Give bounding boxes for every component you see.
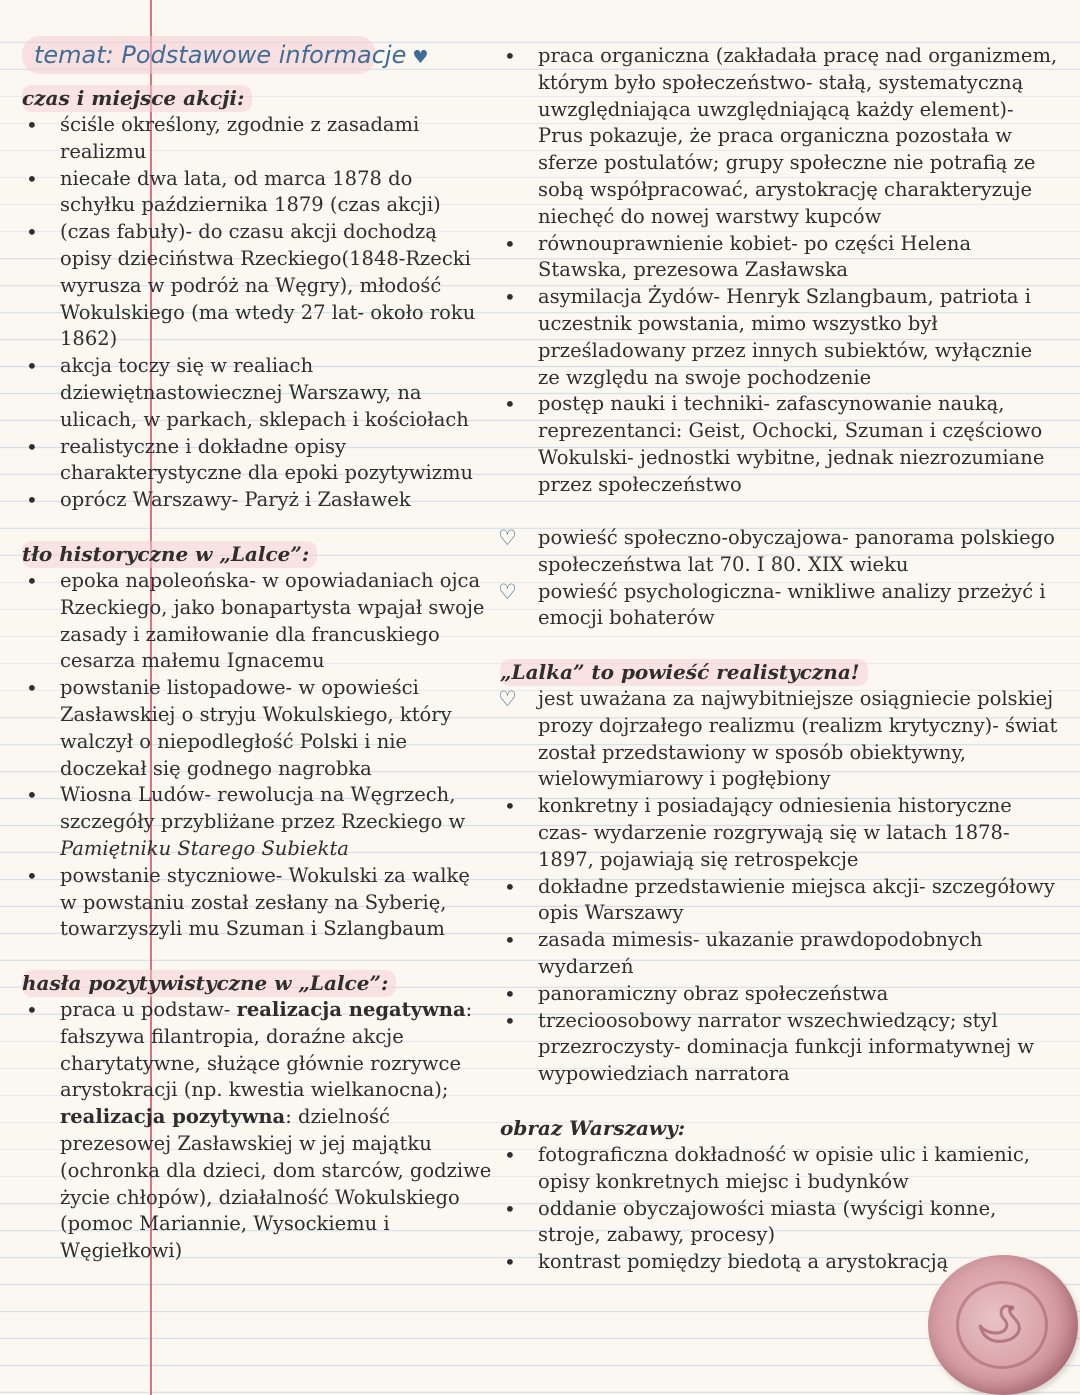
section-time-place [22,85,492,514]
item-text: praca u podstaw- [60,998,237,1021]
list-item: • równouprawnienie kobiet- po części Helena Stawska, prezesowa Zasławska [500,231,1060,285]
list-item: • praca organiczna (zakładała pracę nad organizmem, którym było społeczeństwo- stałą, systematyczną uwzględniająca uwzględniającą każdy element)- Prus pokazuje, że praca organiczna pozostała w sferze postulatów; grupy społeczne nie potrafią ze sobą współpracować, arystokrację charakteryzuje niechęć do nowej warstwy kupców [500,43,1060,231]
page-title [22,36,429,74]
list-item: ♡ jest uważana za najwybitniejsze osiągniecie polskiej prozy dojrzałego realizmu (realizm krytyczny)- świat został przedstawiony w sposób obiektywny, wielowymiarowy i pogłębiony [500,686,1060,793]
list-item: • zasada mimesis- ukazanie prawdopodobnych wydarzeń [500,927,1060,981]
section-warsaw [500,1115,1060,1276]
list-item: • postęp nauki i techniki- zafascynowanie nauką, reprezentanci: Geist, Ochocki, Szuman i częściowo Wokulski- jednostki wybitne, jednak niezrozumiane przez społeczeństwo [500,391,1060,498]
item-text: : dzielność prezesowej Zasławskiej w jej majątku (ochronka dla dzieci, dom starców, godziwe życie chłopów), działalność Wokulskiego (pomoc Mariannie, Wysockiemu i Węgiełkowi) [60,1105,492,1263]
section-heading: czas i miejsce akcji: [22,85,252,112]
section-heading: obraz Warszawy: [500,1116,686,1140]
list-item: • trzecioosobowy narrator wszechwiedzący; styl przezroczysty- dominacja funkcji informatywnej w wypowiedziach narratora [500,1008,1060,1088]
section-heading: tło historyczne w „Lalce”: [22,541,317,568]
bullet-list [500,686,1060,1088]
list-item: • powstanie listopadowe- w opowieści Zasławskiej o stryju Wokulskiego, który walczył o niepodległość Polski i nie doczekał się godnego nagrobka [22,675,492,782]
list-item: • powstanie styczniowe- Wokulski za walkę w powstaniu został zesłany na Syberię, towarzyszyli mu Szuman i Szlangbaum [22,863,492,943]
title-text: temat: Podstawowe informacje [34,41,407,69]
book-title: Pamiętniku Starego Subiekta [60,836,349,860]
section-positivist-slogans [22,970,492,1265]
list-item [22,997,492,1265]
section-heading: „Lalka” to powieść realistyczna! [500,659,868,686]
swan-emblem-icon [956,1281,1048,1369]
section-historical-background [22,541,492,943]
item-text: : fałszywa filantropia, doraźne akcje charytatywne, służące głównie rozrywce arystokracji (np. kwestia wielkanocna); [60,998,473,1102]
list-item: • epoka napoleońska- w opowiadaniach ojca Rzeckiego, jako bonapartysta wpajał swoje zasady i zamiłowanie dla francuskiego cesarza małemu Ignacemu [22,568,492,675]
list-item: • (czas fabuły)- do czasu akcji dochodzą opisy dzieciństwa Rzeckiego(1848-Rzecki wyrusza w podróż na Węgry), młodość Wokulskiego (ma wtedy 27 lat- około roku 1862) [22,219,492,353]
list-item: • realistyczne i dokładne opisy charakterystyczne dla epoki pozytywizmu [22,434,492,488]
list-item: • konkretny i posiadający odniesienia historyczne czas- wydarzenie rozgrywają się w latach 1878-1897, pojawiają się retrospekcje [500,793,1060,873]
list-item: • fotograficzna dokładność w opisie ulic i kamienic, opisy konkretnych miejsc i budynków [500,1142,1060,1196]
list-item: ♡ powieść społeczno-obyczajowa- panorama polskiego społeczeństwa lat 70. I 80. XIX wieku [500,525,1060,579]
bullet-list [22,112,492,514]
list-item: • niecałe dwa lata, od marca 1878 do schyłku października 1879 (czas akcji) [22,166,492,220]
item-text: Wiosna Ludów- rewolucja na Węgrzech, szczegóły przybliżane przez Rzeckiego w [60,783,466,834]
wax-seal-icon [928,1255,1078,1395]
section-heading: hasła pozytywistyczne w „Lalce”: [22,970,396,997]
list-item: • kontrast pomiędzy biedotą a arystokracją [500,1249,1060,1276]
section-genre [500,525,1060,632]
bullet-list [500,1142,1060,1276]
list-item: • dokładne przedstawienie miejsca akcji- szczegółowy opis Warszawy [500,874,1060,928]
list-item: • akcja toczy się w realiach dziewiętnastowiecznej Warszawy, na ulicach, w parkach, sklepach i kościołach [22,353,492,433]
bold-text: realizacja pozytywna [60,1105,286,1129]
list-item [22,782,492,862]
bullet-list [22,568,492,943]
section-positivist-continued [500,43,1060,499]
list-item: • panoramiczny obraz społeczeństwa [500,981,1060,1008]
list-item: • oprócz Warszawy- Paryż i Zasławek [22,487,492,514]
list-item: • ściśle określony, zgodnie z zasadami realizmu [22,112,492,166]
bullet-list [22,997,492,1265]
section-realism [500,659,1060,1088]
swan-icon [972,1297,1032,1353]
list-item: • oddanie obyczajowości miasta (wyścigi konne, stroje, zabawy, procesy) [500,1196,1060,1250]
bullet-list [500,43,1060,499]
list-item: • asymilacja Żydów- Henryk Szlangbaum, patriota i uczestnik powstania, mimo wszystko był prześladowany przez innych subiektów, wyłącznie ze względu na swoje pochodzenie [500,284,1060,391]
heart-list [500,525,1060,632]
heart-icon: ♥ [412,47,429,68]
bold-text: realizacja negatywna [236,998,466,1021]
list-item: ♡ powieść psychologiczna- wnikliwe analizy przeżyć i emocji bohaterów [500,579,1060,633]
